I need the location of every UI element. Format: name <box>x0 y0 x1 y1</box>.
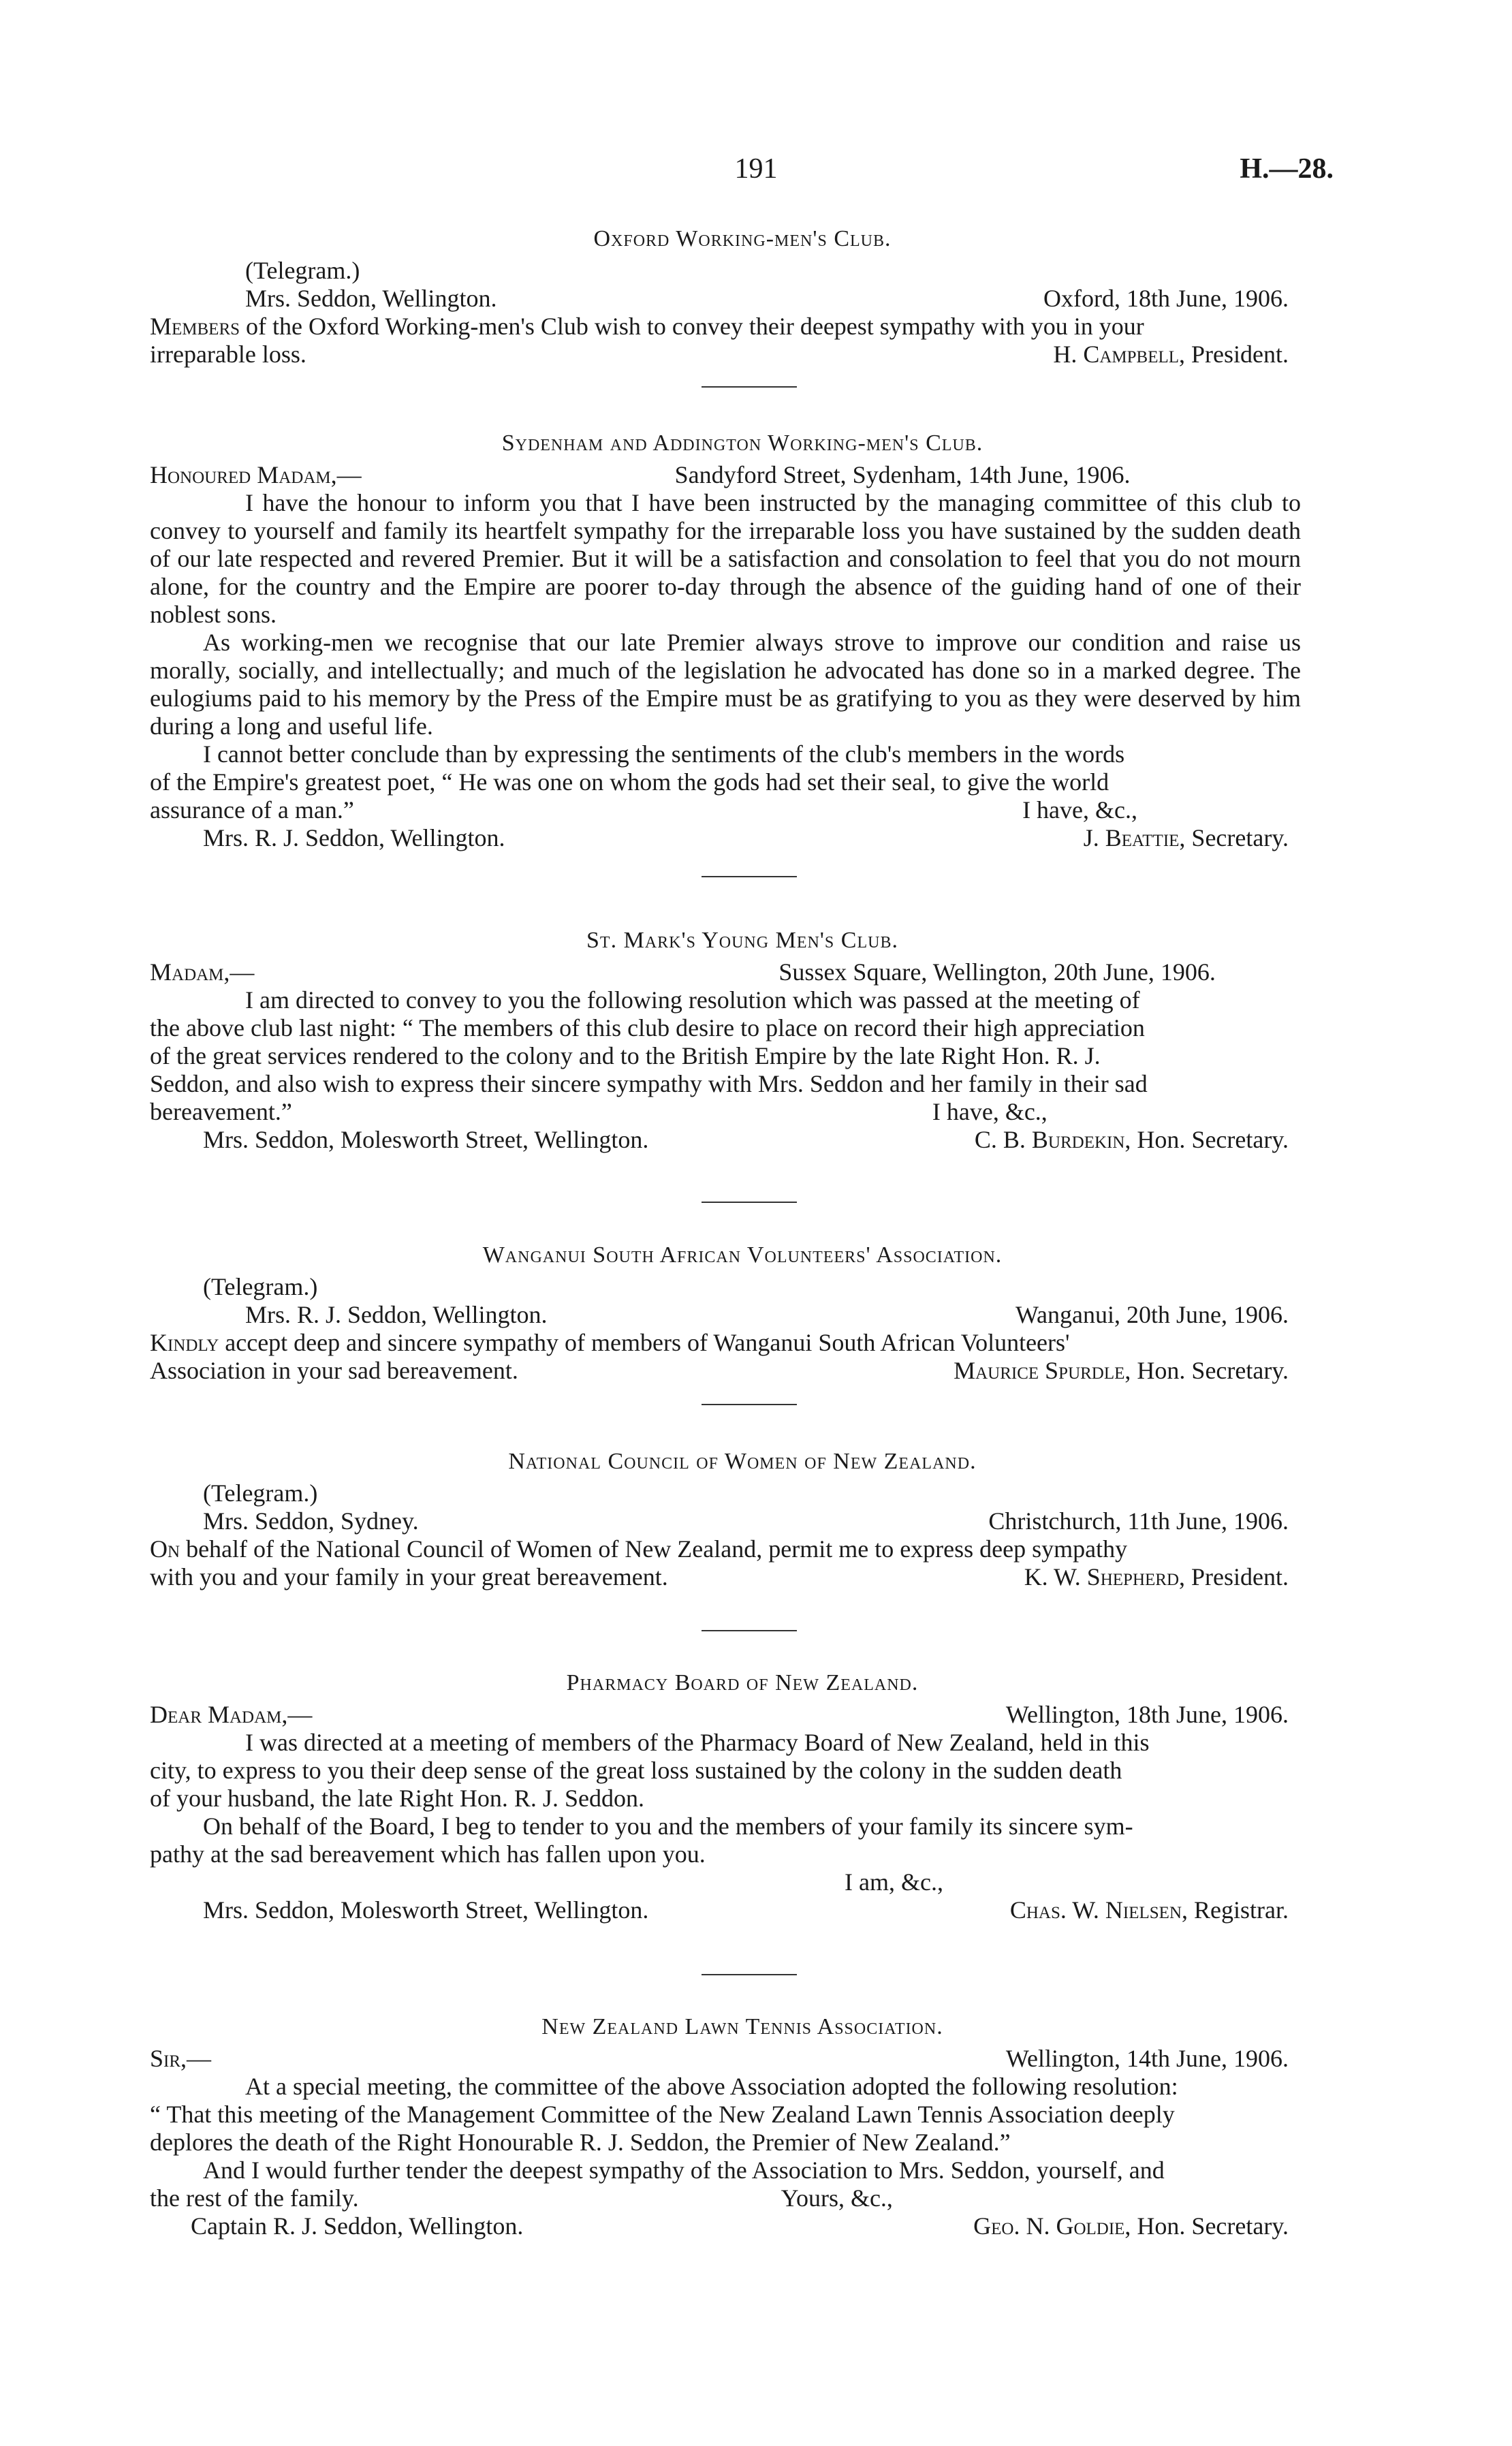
paragraph-line: the rest of the family. <box>150 2184 359 2212</box>
signer-title: Registrar. <box>1194 1896 1289 1924</box>
signature <box>975 1126 1335 1154</box>
body-text: with you and your family in your great bereavement. <box>150 1563 668 1590</box>
paragraph: I have the honour to inform you that I have been instructed by the managing committee of this club to convey to yourself and family its heartfelt sympathy for the irreparable loss you have sustained by the sudden death of our late respected and revered Premier. But it will be a satisfaction and consolation to feel that you do not mourn alone, for the country and the Empire are poorer to-day through the absence of the guiding hand of one of their noblest sons. <box>150 489 1301 628</box>
paragraph-line: I was directed at a meeting of members of the Pharmacy Board of New Zealand, held in this <box>245 1729 1150 1756</box>
addressee: Mrs. Seddon, Molesworth Street, Wellington. <box>203 1126 649 1153</box>
telegram-note: (Telegram.) <box>203 1479 318 1507</box>
signer-name: H. Campbell, <box>1053 341 1186 368</box>
closing: I am, &c., <box>845 1868 943 1896</box>
signer-title: Hon. Secretary. <box>1137 1357 1289 1384</box>
addressee: Mrs. R. J. Seddon, Wellington. <box>245 1301 548 1328</box>
telegram-note: (Telegram.) <box>203 1273 318 1300</box>
addressee: Mrs. Seddon, Wellington. <box>245 285 497 312</box>
section-divider <box>702 1630 797 1631</box>
section-heading: Oxford Working-men's Club. <box>593 226 892 251</box>
signature <box>1053 341 1335 369</box>
place-date: Sussex Square, Wellington, 20th June, 1906. <box>778 958 1216 986</box>
body-lead: Members <box>150 313 240 340</box>
paragraph-line: On behalf of the Board, I beg to tender to you and the members of your family its sincere sym- <box>203 1813 1133 1840</box>
letter-sydenham-addington-club <box>150 429 1335 852</box>
body-line <box>150 313 1335 341</box>
section-divider <box>702 1974 797 1975</box>
paragraph-line: of the great services rendered to the colony and to the British Empire by the late Right Hon. R. J. <box>150 1042 1101 1069</box>
body-text: Association in your sad bereavement. <box>150 1357 518 1384</box>
body-line <box>150 1535 1335 1563</box>
section-divider <box>702 1404 797 1405</box>
body-text: irreparable loss. <box>150 341 306 368</box>
place-date: Wanganui, 20th June, 1906. <box>1015 1301 1289 1328</box>
letter-pharmacy-board <box>150 1669 1335 1924</box>
closing-line <box>150 796 1335 824</box>
signature-line <box>150 1126 1335 1154</box>
paragraph-line: city, to express to you their deep sense of the great loss sustained by the colony in the sudden death <box>150 1757 1122 1784</box>
body-text: of the Oxford Working-men's Club wish to convey their deepest sympathy with you in your <box>246 313 1144 340</box>
signer-title: President. <box>1191 341 1289 368</box>
signer-title: Hon. Secretary. <box>1137 1126 1289 1153</box>
salutation: Madam,— <box>150 958 255 986</box>
closing-line <box>150 2184 1335 2212</box>
signer-name: C. B. Burdekin, <box>974 1126 1131 1153</box>
body-text: accept deep and sincere sympathy of members of Wanganui South African Volunteers' <box>225 1329 1070 1356</box>
paragraph-line: “ That this meeting of the Management Committee of the New Zealand Lawn Tennis Association deeply <box>150 2101 1175 2128</box>
addressee: Mrs. Seddon, Molesworth Street, Wellington. <box>203 1896 649 1924</box>
signer-title: Hon. Secretary. <box>1137 2212 1289 2240</box>
addressee: Captain R. J. Seddon, Wellington. <box>191 2212 524 2240</box>
section-heading: Wanganui South African Volunteers' Association. <box>482 1242 1003 1268</box>
paragraph: As working-men we recognise that our late Premier always strove to improve our condition and raise us morally, socially, and intellectually; and much of the legislation he advocated has done so in a marked degree. The eulogiums paid to his memory by the Press of the Empire must be as gratifying to you as they were deserved by him during a long and useful life. <box>150 629 1301 740</box>
section-divider <box>702 1202 797 1203</box>
signer-title: Secretary. <box>1191 824 1289 851</box>
closing: Yours, &c., <box>781 2184 893 2212</box>
section-heading: Sydenham and Addington Working-men's Club. <box>501 430 983 456</box>
salutation-line <box>150 1701 1335 1729</box>
signer-name: K. W. Shepherd, <box>1024 1563 1186 1590</box>
section-heading: New Zealand Lawn Tennis Association. <box>541 2014 943 2039</box>
paragraph-line: And I would further tender the deepest sympathy of the Association to Mrs. Seddon, yourself, and <box>203 2157 1165 2184</box>
paragraph-line: assurance of a man.” <box>150 796 354 824</box>
signer-name: Chas. W. Nielsen, <box>1009 1896 1188 1924</box>
signature <box>1084 824 1335 852</box>
place-date: Wellington, 14th June, 1906. <box>1005 2045 1289 2072</box>
addressee: Mrs. Seddon, Sydney. <box>203 1507 419 1535</box>
paragraph-line: pathy at the sad bereavement which has fallen upon you. <box>150 1840 706 1868</box>
address-line <box>150 285 1335 313</box>
paragraph-line: of your husband, the late Right Hon. R. J. Seddon. <box>150 1785 644 1812</box>
section-heading: St. Mark's Young Men's Club. <box>586 928 898 953</box>
letter-wanganui-volunteers <box>150 1241 1335 1385</box>
salutation-line <box>150 958 1335 986</box>
signature <box>1010 1896 1335 1924</box>
paragraph-line: I am directed to convey to you the following resolution which was passed at the meeting of <box>245 986 1140 1014</box>
signer-title: President. <box>1191 1563 1289 1590</box>
closing-line <box>150 341 1335 369</box>
closing-line <box>150 1098 1335 1126</box>
signature <box>973 2212 1335 2240</box>
letter-national-council-women <box>150 1447 1335 1591</box>
signature-line <box>150 2212 1335 2240</box>
salutation-line <box>150 2045 1335 2073</box>
place-date: Wellington, 18th June, 1906. <box>1005 1701 1289 1728</box>
place-date: Sandyford Street, Sydenham, 14th June, 1906. <box>674 461 1131 488</box>
document-reference: H.—28. <box>1240 153 1334 185</box>
paragraph-line: bereavement.” <box>150 1098 292 1125</box>
body-line <box>150 1329 1335 1357</box>
signer-name: Geo. N. Goldie, <box>973 2212 1131 2240</box>
signer-name: Maurice Spurdle, <box>954 1357 1131 1384</box>
letter-oxford-working-mens-club <box>150 225 1335 369</box>
page-number: 191 <box>734 153 778 185</box>
addressee: Mrs. R. J. Seddon, Wellington. <box>203 824 505 851</box>
closing: I have, &c., <box>1022 796 1137 824</box>
salutation: Sir,— <box>150 2045 212 2072</box>
body-text: behalf of the National Council of Women of New Zealand, permit me to express deep sympathy <box>186 1535 1128 1563</box>
paragraph-line: I cannot better conclude than by expressing the sentiments of the club's members in the words <box>203 740 1125 768</box>
salutation-line <box>150 461 1335 489</box>
place-date: Oxford, 18th June, 1906. <box>1043 285 1289 312</box>
telegram-note: (Telegram.) <box>245 257 360 284</box>
signature-line <box>150 1896 1335 1924</box>
closing-line <box>150 1563 1335 1591</box>
paragraph-line: deplores the death of the Right Honourable R. J. Seddon, the Premier of New Zealand.” <box>150 2129 1011 2156</box>
place-date: Christchurch, 11th June, 1906. <box>988 1507 1289 1535</box>
body-lead: On <box>150 1535 180 1563</box>
signature-line <box>150 824 1335 852</box>
salutation: Dear Madam,— <box>150 1701 313 1728</box>
section-heading: National Council of Women of New Zealand. <box>508 1449 977 1474</box>
section-divider <box>702 876 797 877</box>
letter-lawn-tennis-association <box>150 2013 1335 2240</box>
section-divider <box>702 386 797 388</box>
paragraph-line: At a special meeting, the committee of the above Association adopted the following resolution: <box>245 2073 1178 2100</box>
signature <box>954 1357 1335 1385</box>
paragraph-line: Seddon, and also wish to express their sincere sympathy with Mrs. Seddon and her family in their sad <box>150 1070 1148 1097</box>
closing-line <box>150 1357 1335 1385</box>
closing: I have, &c., <box>932 1098 1048 1125</box>
address-line <box>150 1301 1335 1329</box>
body-lead: Kindly <box>150 1329 219 1356</box>
paragraph-line: the above club last night: “ The members of this club desire to place on record their high appreciation <box>150 1014 1145 1041</box>
paragraph-line: of the Empire's greatest poet, “ He was one on whom the gods had set their seal, to give the world <box>150 768 1109 796</box>
signer-name: J. Beattie, <box>1083 824 1186 851</box>
letter-st-marks-young-mens-club <box>150 926 1335 1154</box>
salutation: Honoured Madam,— <box>150 461 362 488</box>
address-line <box>150 1507 1335 1535</box>
section-heading: Pharmacy Board of New Zealand. <box>566 1670 919 1695</box>
signature <box>1024 1563 1335 1591</box>
